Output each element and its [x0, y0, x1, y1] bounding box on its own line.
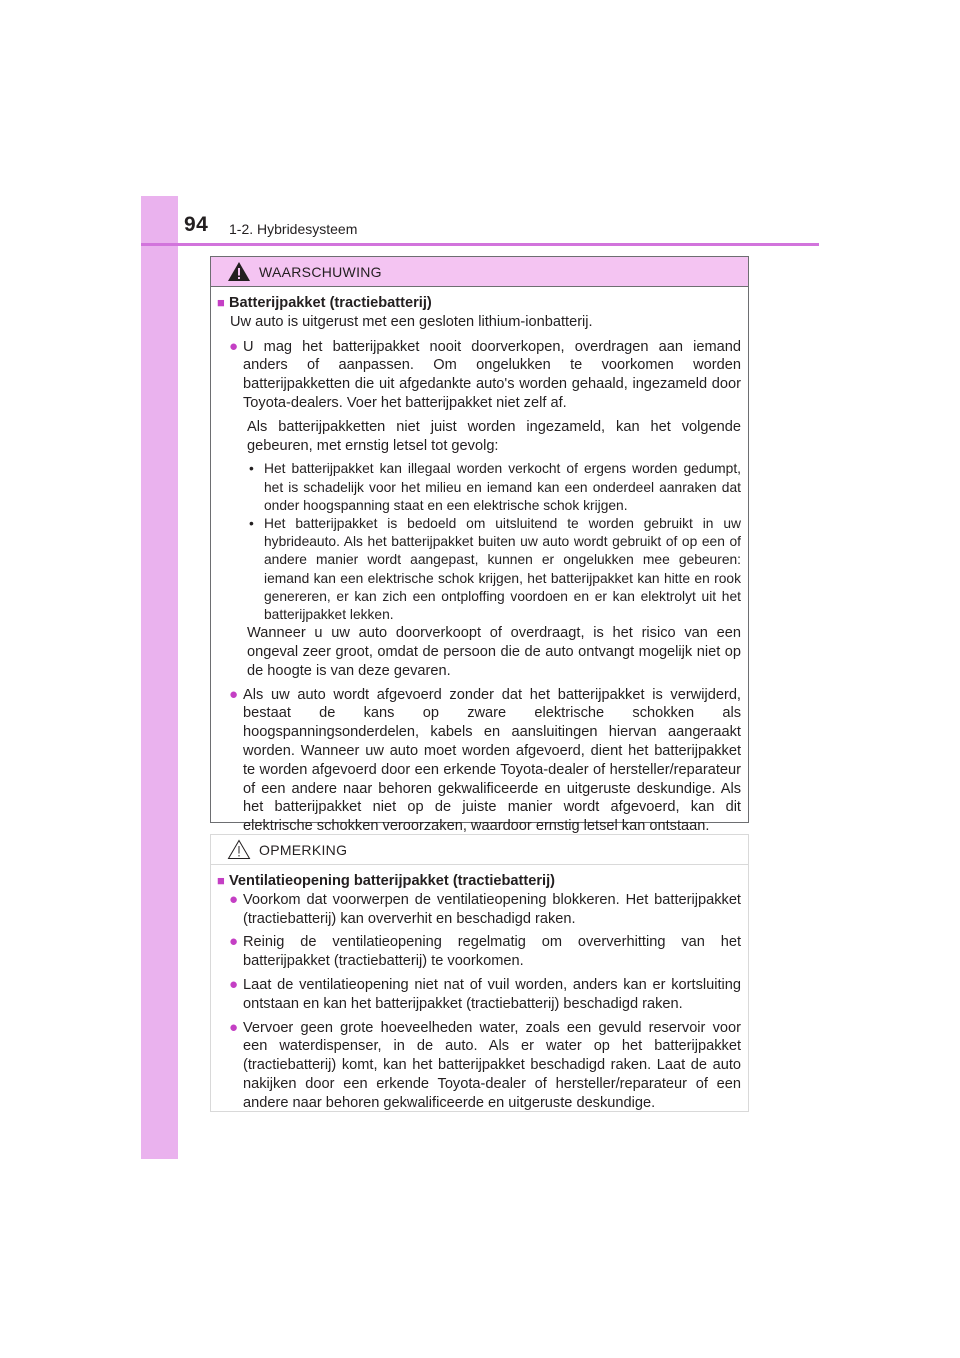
note-item	[217, 1019, 741, 1113]
warning-item	[217, 338, 741, 413]
note-item-text: Voorkom dat voorwerpen de ventilatieopening blokkeren. Het batterijpakket (tractiebatterij) kan oververhit en beschadigd raken.	[243, 891, 741, 927]
note-item	[217, 933, 741, 971]
warning-title: WAARSCHUWING	[259, 263, 382, 280]
section-title: 1-2. Hybridesysteem	[229, 221, 358, 237]
warning-paragraph: Wanneer u uw auto doorverkoopt of overdraagt, is het risico van een ongeval zeer groot, omdat de persoon die de auto ontvangt mogelijk niet op de hoogte is van deze gevaren.	[247, 625, 741, 679]
warning-bullet-text: Het batterijpakket is bedoeld om uitsluitend te worden gebruikt in uw hybrideauto. Als het batterijpakket buiten uw auto wordt gebruikt of op een of andere manier wordt aangepast, kunnen er ongelukken mee gebeuren: iemand kan een elektrische schok krijgen, het batterijpakket kan hitte en rook genereren, er kan zich een ontploffing voordoen en er kan elektrolyt uit het batterijpakket lekken.	[264, 515, 741, 622]
circle-bullet-icon: ●	[229, 1018, 239, 1036]
note-box	[210, 834, 749, 1112]
note-item	[217, 976, 741, 1014]
warning-paragraph: Als batterijpakketten niet juist worden ingezameld, kan het volgende gebeuren, met ernstig letsel tot gevolg:	[247, 418, 741, 454]
note-body	[211, 865, 748, 1113]
note-item-text: Laat de ventilatieopening niet nat of vuil worden, anders kan er kortsluiting ontstaan en kan het batterijpakket (tractiebatterij) beschadigd raken.	[243, 976, 741, 1012]
square-bullet-icon: ■	[217, 873, 225, 888]
note-subhead	[217, 872, 741, 891]
warning-body	[211, 287, 748, 836]
warning-bullet	[217, 515, 741, 624]
note-item-text: Vervoer geen grote hoeveelheden water, zoals een gevuld reservoir voor een waterdispenser, in de auto. Als er water op het batterijpakket (tractiebatterij) komt, kan het batterijpakket beschadigd raken. Laat de auto nakijken door een erkende Toyota-dealer of hersteller/reparateur of een andere naar behoren gekwalificeerde en uitgeruste deskundige.	[243, 1019, 741, 1111]
warning-triangle-icon	[227, 261, 251, 282]
warning-item-text: U mag het batterijpakket nooit doorverkopen, overdragen aan iemand anders of aanpassen. Om ongelukken te voorkomen worden batterijpakketten die uit afgedankte auto's worden gehaald, ingezameld door Toyota-dealers. Voer het batterijpakket niet zelf af.	[243, 338, 741, 411]
circle-bullet-icon: ●	[229, 975, 239, 993]
warning-box	[210, 256, 749, 835]
circle-bullet-icon: ●	[229, 685, 239, 703]
note-header	[211, 835, 748, 865]
small-bullet-icon: •	[249, 515, 254, 531]
circle-bullet-icon: ●	[229, 933, 239, 951]
square-bullet-icon: ■	[217, 295, 225, 310]
circle-bullet-icon: ●	[229, 337, 239, 355]
warning-header	[211, 257, 748, 287]
caution-triangle-outline-icon	[227, 839, 251, 860]
warning-subhead	[217, 294, 741, 313]
note-item-text: Reinig de ventilatieopening regelmatig om oververhitting van het batterijpakket (tractiebatterij) te voorkomen.	[243, 934, 741, 970]
warning-intro: Uw auto is uitgerust met een gesloten lithium-ionbatterij.	[230, 313, 593, 330]
note-subhead-text: Ventilatieopening batterijpakket (tractiebatterij)	[229, 873, 556, 889]
warning-subhead-text: Batterijpakket (tractiebatterij)	[229, 295, 432, 311]
circle-bullet-icon: ●	[229, 890, 239, 908]
note-item	[217, 891, 741, 929]
warning-item	[217, 686, 741, 836]
page-number: 94	[184, 213, 209, 236]
small-bullet-icon: •	[249, 461, 254, 477]
note-title: OPMERKING	[259, 841, 348, 858]
warning-bullet	[217, 460, 741, 515]
warning-item-text: Als uw auto wordt afgevoerd zonder dat het batterijpakket is verwijderd, bestaat de kans op zware elektrische schokken als hoogspanningsonderdelen, kabels en aansluitingen hiervan aangeraakt worden. Wanneer uw auto moet worden afgevoerd, dient het batterijpakket te worden afgevoerd door een erkende Toyota-dealer of hersteller/reparateur of een andere naar behoren gekwalificeerde en uitgeruste deskundige. Als het batterijpakket niet op de juiste manier wordt afgevoerd, kan dit elektrische schokken veroorzaken, waardoor ernstig letsel kan ontstaan.	[243, 686, 741, 835]
header-rule	[141, 243, 819, 246]
warning-bullet-text: Het batterijpakket kan illegaal worden verkocht of ergens worden gedumpt, het is schadelijk voor het milieu en iemand kan een onderdeel aanraken dat onder hoogspanning staat en een elektrische schok krijgen.	[264, 461, 741, 513]
chapter-side-tab	[141, 196, 178, 1159]
